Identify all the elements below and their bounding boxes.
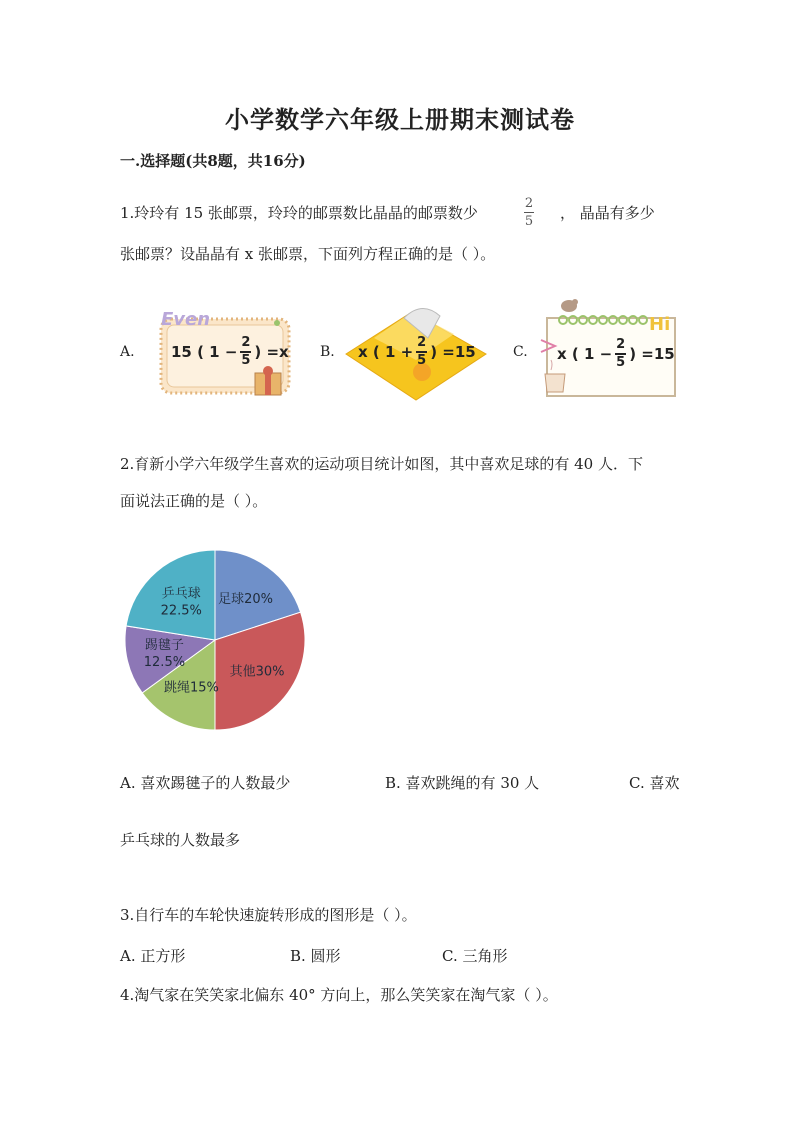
q1-fraction xyxy=(524,196,534,229)
q1-option-c-fraction xyxy=(615,338,626,370)
pie-label-2: 跳绳15% xyxy=(163,680,219,696)
q1-option-a-fraction xyxy=(240,336,251,368)
q1-option-b-eq-right: ) =15 xyxy=(430,343,476,361)
q2-option-c-continued: 乒乓球的人数最多 xyxy=(120,831,241,849)
q1-option-c-label[interactable]: C. xyxy=(513,344,528,360)
q1-option-b-den: 5 xyxy=(417,353,427,368)
pie-chart xyxy=(110,535,320,745)
q1-option-a-deco: Even xyxy=(161,309,211,330)
q3-option-b[interactable]: B. 圆形 xyxy=(290,947,341,965)
q2-option-b[interactable]: B. 喜欢跳绳的有 30 人 xyxy=(385,774,540,792)
q1-option-b-equation xyxy=(358,336,476,368)
q1-option-a-eq-right: ) =x xyxy=(254,343,289,361)
q2-option-a[interactable]: A. 喜欢踢毽子的人数最少 xyxy=(120,774,291,792)
q1-option-c-eq-left: x ( 1 − xyxy=(557,345,613,363)
q1-line1-after: ， 晶晶有多少 xyxy=(560,204,655,222)
q1-option-a-label[interactable]: A. xyxy=(120,344,135,360)
pie-label-1: 其他30% xyxy=(229,664,285,680)
pie-label-3: 12.5% xyxy=(143,655,186,671)
q1-option-a-eq-left: 15 ( 1 − xyxy=(171,343,238,361)
pie-label-0: 足球20% xyxy=(218,591,274,607)
q1-option-b-fraction xyxy=(416,336,427,368)
q1-fraction-denominator: 5 xyxy=(524,214,534,229)
q1-option-c-deco: Hi xyxy=(649,314,671,335)
pie-label-4: 22.5% xyxy=(160,603,202,619)
q3-option-a[interactable]: A. 正方形 xyxy=(120,947,186,965)
q2-line2: 面说法正确的是（ ）。 xyxy=(120,492,268,510)
q1-option-a-den: 5 xyxy=(241,353,251,368)
q1-line2: 张邮票？设晶晶有 x 张邮票，下面列方程正确的是（ ）。 xyxy=(120,245,496,263)
q2-option-c[interactable]: C. 喜欢 xyxy=(629,774,680,792)
section-heading: 一.选择题(共8题，共16分) xyxy=(120,152,306,170)
q4-line: 4.淘气家在笑笑家北偏东 40° 方向上，那么笑笑家在淘气家（ ）。 xyxy=(120,986,558,1004)
q1-option-a-num: 2 xyxy=(241,335,251,350)
pie-label-4: 乒乓球 xyxy=(161,586,201,602)
page-title: 小学数学六年级上册期末测试卷 xyxy=(225,105,575,134)
q1-option-a-equation xyxy=(171,336,289,368)
q1-fraction-numerator: 2 xyxy=(524,196,534,211)
q3-option-c[interactable]: C. 三角形 xyxy=(442,947,508,965)
dot-icon xyxy=(274,320,280,326)
q1-option-b-label[interactable]: B. xyxy=(320,344,335,360)
q1-option-b-num: 2 xyxy=(417,335,427,350)
q1-line1-before: 1.玲玲有 15 张邮票，玲玲的邮票数比晶晶的邮票数少 xyxy=(120,204,478,222)
bird-icon xyxy=(561,299,578,312)
q1-option-c-num: 2 xyxy=(616,337,626,352)
q2-line1: 2.育新小学六年级学生喜欢的运动项目统计如图，其中喜欢足球的有 40 人．下 xyxy=(120,455,643,473)
q1-option-b-eq-left: x ( 1 + xyxy=(358,343,414,361)
q1-option-c-eq-right: ) =15 xyxy=(629,345,675,363)
q3-line: 3.自行车的车轮快速旋转形成的图形是（ ）。 xyxy=(120,906,417,924)
pie-label-3: 踢毽子 xyxy=(144,638,184,654)
q1-option-c-equation xyxy=(557,338,675,370)
q1-option-c-den: 5 xyxy=(616,355,626,370)
